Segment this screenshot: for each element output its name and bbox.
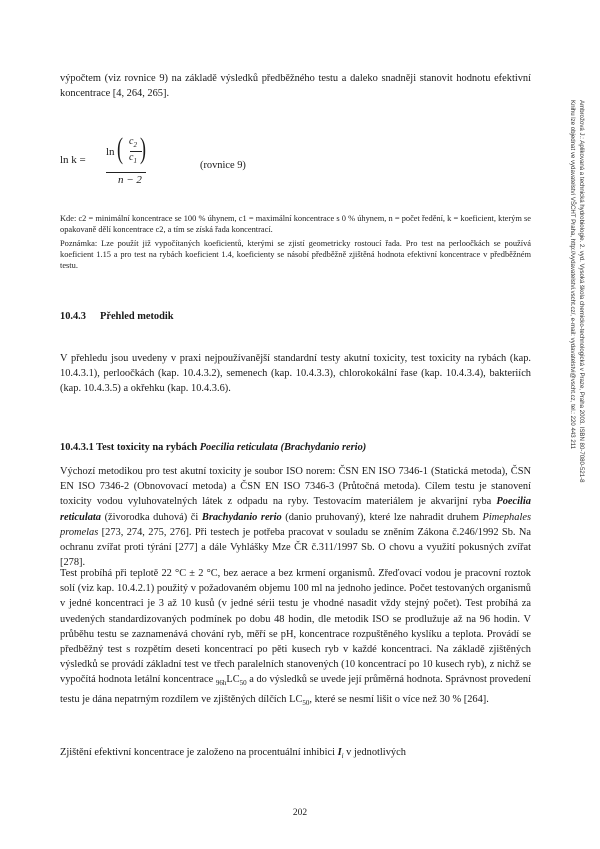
sidebar-line-1: Ambrožová J.: Aplikovaná a technická hydrobiologie. 2. vyd. Vysoká škola chemicko-technologická v Praze, Praha 2003. ISBN 80-7080-521-8 — [578, 100, 585, 483]
paragraph-vychozi: Výchozí metodikou pro test akutní toxicity je soubor ISO norem: ČSN EN ISO 7346-1 (Statická metoda), ČSN EN ISO 7346-2 (Obnovovací metoda) a ČSN EN ISO 7346-3 (Průtočná metoda). Cílem testu je stanovení toxicity vodou vyluhovatelných látek z odpadu na ryby. Testovacím materiálem je akvarijní ryba Poecilia reticulata (živorodka duhová) či Brachydanio rerio (danio pruhovaný), které lze nahradit druhem Pimephales promelas [273, 274, 275, 276]. Při testech je potřeba pracovat v souladu se zněním Zákona č.246/1992 Sb. Na ochranu zvířat proti týrání [277] a dále Vyhlášky Mze ČR č.311/1997 Sb. O chovu a využití pokusných zvířat [278]. — [60, 466, 531, 569]
heading-number: 10.4.3 — [60, 311, 86, 322]
paragraph-zjisteni: Zjištění efektivní koncentrace je založeno na procentuální inhibici $I_i$ v jednotlivých — [60, 747, 406, 761]
page-number: 202 — [292, 808, 308, 818]
heading-prefix: 10.4.3.1 Test toxicity na rybách — [60, 442, 200, 453]
sidebar-citation — [546, 100, 586, 600]
equation-ln: ln — [106, 146, 115, 158]
sidebar-line-2: Knihu lze objednat ve vydavatelství VŠCHT Praha, http://vydavatelstvi.vscht.cz/, e-mail: vydavatelstvi@vscht.cz, tel.: 220 443 211 — [569, 100, 576, 450]
equation-c1: $c_1$ — [129, 152, 137, 165]
equation-c2: $c_2$ — [129, 136, 137, 149]
paragraph-prehled: V přehledu jsou uvedeny v praxi nejpoužívanější standardní testy akutní toxicity, test toxicity na rybách (kap. 10.4.3.1), perloočkách (kap. 10.4.3.2), semenech (kap. 10.4.3.3), chlorokokální řase (kap. 10.4.3.4), bakteriích (kap. 10.4.3.5) a okřehku (kap. 10.4.3.6). — [60, 353, 531, 395]
equation-9 — [60, 128, 260, 188]
heading-10-4-3 — [60, 311, 531, 322]
note-poznamka: Poznámka: Lze použít již vypočítaných koeficientů, kterými se zjistí geometricky rostoucí řada. Pro test na perloočkách se používá koeficient 1.15 a pro test na rybách koeficient 1.4, koeficienty se násobí předběžně zjištěná hodnota efektivní koncentrace v předběžném testu. — [60, 239, 531, 271]
equation-label: (rovnice 9) — [200, 160, 246, 171]
heading-10-4-3-1 — [60, 442, 531, 453]
equation-denominator: n − 2 — [118, 174, 142, 186]
paragraph-intro: výpočtem (viz rovnice 9) na základě výsledků předběžného testu a daleko snadněji stanovit hodnotu efektivní koncentrace [4, 264, 265]. — [60, 73, 531, 100]
paragraph-test: Test probíhá při teplotě 22 °C ± 2 °C, bez aerace a bez krmení organismů. Zřeďovací vodou je pracovní roztok solí (viz kap. 10.4.2.1) použitý v požadovaném objemu 100 ml na jednoho jedince. Počet testovaných organismů v jedné koncentraci je 3 až 10 kusů (v jedné sérii testu je vhodné nasadit vždy stejný počet). Test probíhá za uvedených standardizovaných podmínek po dobu 48 hodin, dle metodik ISO se prodlužuje až na 96 hodin. V průběhu testu se zaznamenává chování ryb, měří se pH, koncentrace rozpuštěného kyslíku a teplota. Provádí se předběžný test s rozpětím deseti koncentrací po pěti kusech ryb v každé koncentraci. Na základě zjištěných výsledků se provádí základní test ve třech paralelních stanovených (10 koncentrací po 10 kusech ryb), z nichž se vypočítá hodnota letální koncentrace $_{96h}LC_{50}$ a do výsledků se uvede její průměrná hodnota. Správnost provedení testu je dána nepatrným rozdílem ve zjištěných dílčích $LC_{50}$, které se nesmí lišit o více než 30 % [264]. — [60, 568, 531, 707]
paren-left: ( — [117, 132, 123, 165]
heading-species: Poecilia reticulata (Brachydanio rerio) — [199, 442, 367, 453]
paren-right: ) — [140, 132, 146, 165]
heading-title: Přehled metodik — [99, 311, 174, 322]
fraction-bar — [106, 172, 146, 173]
equation-lhs: ln k = — [60, 154, 86, 166]
note-kde: Kde: c2 = minimální koncentrace se 100 % úhynem, c1 = maximální koncentrace s 0 % úhynem, n = počet ředění, k = koeficient, kterým se opakovaně dělí koncentrace c2, a tím se získá řada koncentrací. — [60, 214, 531, 235]
